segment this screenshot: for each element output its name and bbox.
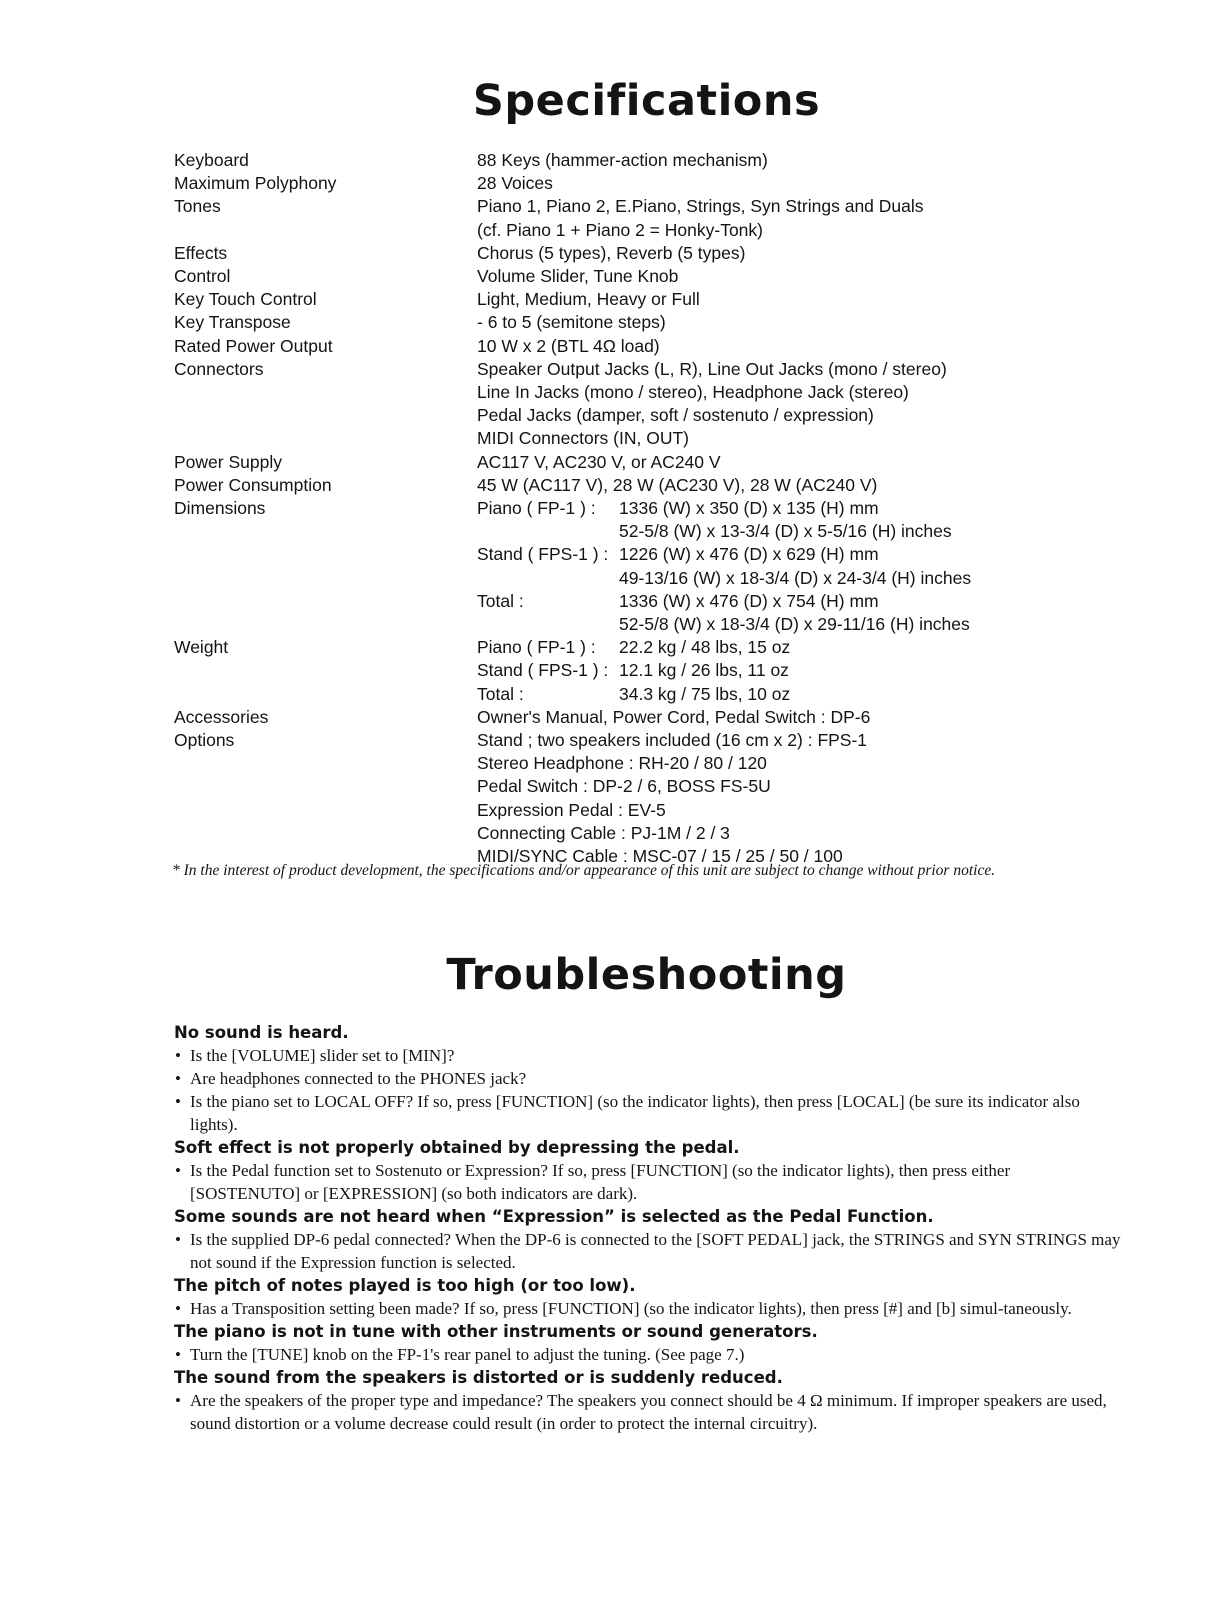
specifications-title: Specifications: [472, 76, 821, 126]
spec-row-effects: [174, 242, 1134, 265]
spec-row-connectors: [174, 358, 1134, 451]
spec-value: Volume Slider, Tune Knob: [477, 266, 679, 287]
spec-value: 12.1 kg / 26 lbs, 11 oz: [619, 660, 789, 681]
bullet-glyph: •: [175, 1161, 181, 1180]
spec-label: Dimensions: [174, 498, 266, 519]
spec-row-options: [174, 729, 1134, 868]
spec-value: Speaker Output Jacks (L, R), Line Out Jacks (mono / stereo): [477, 358, 947, 379]
ts-bullet-text: Are the speakers of the proper type and impedance? The speakers you connect should be 4 Ω minimum. If improper speakers are used, sound distortion or a volume decrease could result (in order to protect the internal circuitry).: [190, 1391, 1107, 1433]
bullet-glyph: •: [175, 1299, 181, 1318]
spec-value: AC117 V, AC230 V, or AC240 V: [477, 451, 721, 472]
spec-row-keyboard: [174, 149, 1134, 172]
bullet-glyph: •: [175, 1069, 181, 1088]
spec-label: Control: [174, 266, 231, 287]
spec-value: 52-5/8 (W) x 18-3/4 (D) x 29-11/16 (H) inches: [619, 614, 970, 635]
weight-total: [477, 683, 1134, 706]
ts-heading: The pitch of notes played is too high (or too low).: [174, 1276, 636, 1295]
spec-value: Stand ; two speakers included (16 cm x 2) : FPS-1: [477, 730, 868, 751]
spec-label: Weight: [174, 637, 229, 658]
spec-value: 10 W x 2 (BTL 4Ω load): [477, 335, 660, 356]
ts-bullet: [174, 1044, 1124, 1067]
ts-bullet: [174, 1389, 1124, 1435]
ts-bullet: [174, 1159, 1124, 1205]
spec-value: 22.2 kg / 48 lbs, 15 oz: [619, 637, 791, 658]
spec-value: Piano 1, Piano 2, E.Piano, Strings, Syn Strings and Duals: [477, 196, 924, 217]
ts-bullet: [174, 1090, 1124, 1136]
spec-label: Maximum Polyphony: [174, 173, 337, 194]
ts-heading: The piano is not in tune with other instruments or sound generators.: [174, 1322, 818, 1341]
dimension-piano: [477, 497, 1134, 543]
bullet-glyph: •: [175, 1391, 181, 1410]
spec-label: Keyboard: [174, 150, 249, 170]
spec-footnote: * In the interest of product development, the specifications and/or appearance of this unit are subject to change without prior notice.: [172, 862, 996, 879]
bullet-glyph: •: [175, 1230, 181, 1249]
spec-value: Pedal Jacks (damper, soft / sostenuto / expression): [477, 405, 874, 426]
ts-heading: Some sounds are not heard when “Expression” is selected as the Pedal Function.: [174, 1207, 934, 1226]
spec-label: Accessories: [174, 706, 269, 727]
spec-value: 1226 (W) x 476 (D) x 629 (H) mm: [619, 544, 879, 565]
sub-label: Piano ( FP-1 ) :: [477, 637, 596, 658]
spec-row-dimensions: [174, 497, 1134, 636]
spec-row-power-supply: [174, 451, 1134, 474]
spec-value: 34.3 kg / 75 lbs, 10 oz: [619, 683, 791, 704]
spec-label: Power Supply: [174, 451, 282, 472]
specifications-table: [174, 149, 1134, 868]
spec-label: Key Touch Control: [174, 289, 317, 310]
spec-row-key-touch: [174, 288, 1134, 311]
spec-value: Pedal Switch : DP-2 / 6, BOSS FS-5U: [477, 776, 771, 797]
spec-value: Owner's Manual, Power Cord, Pedal Switch : DP-6: [477, 706, 871, 727]
spec-label: Effects: [174, 242, 228, 263]
spec-label: Key Transpose: [174, 312, 291, 333]
spec-value: 52-5/8 (W) x 13-3/4 (D) x 5-5/16 (H) inches: [619, 521, 952, 542]
spec-value: 1336 (W) x 350 (D) x 135 (H) mm: [619, 498, 879, 519]
spec-value: - 6 to 5 (semitone steps): [477, 312, 666, 333]
bullet-glyph: •: [175, 1092, 181, 1111]
sub-label: Piano ( FP-1 ) :: [477, 498, 596, 519]
ts-bullet-text: Is the [VOLUME] slider set to [MIN]?: [190, 1046, 455, 1065]
spec-row-control: [174, 265, 1134, 288]
spec-label: Tones: [174, 196, 221, 217]
ts-bullet-text: Are headphones connected to the PHONES jack?: [190, 1069, 527, 1088]
ts-heading: The sound from the speakers is distorted or is suddenly reduced.: [174, 1368, 783, 1387]
spec-value: (cf. Piano 1 + Piano 2 = Honky-Tonk): [477, 219, 763, 240]
spec-value: Light, Medium, Heavy or Full: [477, 289, 700, 310]
ts-bullet-text: Turn the [TUNE] knob on the FP-1's rear panel to adjust the tuning. (See page 7.): [190, 1345, 745, 1364]
weight-piano: [477, 636, 1134, 659]
spec-value: 88 Keys (hammer-action mechanism): [477, 150, 768, 170]
troubleshooting-title: Troubleshooting: [446, 950, 847, 1000]
spec-value: Chorus (5 types), Reverb (5 types): [477, 242, 746, 263]
spec-value: 1336 (W) x 476 (D) x 754 (H) mm: [619, 590, 879, 611]
ts-heading: No sound is heard.: [174, 1023, 349, 1042]
bullet-glyph: •: [175, 1046, 181, 1065]
ts-bullet-text: Has a Transposition setting been made? If so, press [FUNCTION] (so the indicator lights), then press [#] and [b] simul-taneously.: [190, 1299, 1072, 1318]
ts-bullet-text: Is the piano set to LOCAL OFF? If so, press [FUNCTION] (so the indicator lights), then press [LOCAL] (be sure its indicator also lights).: [190, 1092, 1080, 1134]
spec-label: Options: [174, 730, 235, 751]
spec-row-power-output: [174, 335, 1134, 358]
ts-bullet: [174, 1343, 1124, 1366]
troubleshooting-list: [174, 1021, 1124, 1435]
sub-label: Stand ( FPS-1 ) :: [477, 660, 609, 681]
ts-bullet: [174, 1067, 1124, 1090]
bullet-glyph: •: [175, 1345, 181, 1364]
ts-bullet: [174, 1228, 1124, 1274]
spec-row-key-transpose: [174, 311, 1134, 334]
ts-bullet: [174, 1297, 1124, 1320]
weight-stand: [477, 659, 1134, 682]
spec-value: Line In Jacks (mono / stereo), Headphone Jack (stereo): [477, 382, 909, 403]
spec-label: Rated Power Output: [174, 335, 333, 356]
spec-row-weight: [174, 636, 1134, 706]
spec-value: Connecting Cable : PJ-1M / 2 / 3: [477, 822, 730, 843]
spec-row-polyphony: [174, 172, 1134, 195]
sub-label: Stand ( FPS-1 ) :: [477, 544, 609, 565]
spec-value: MIDI/SYNC Cable : MSC-07 / 15 / 25 / 50 / 100: [477, 846, 843, 867]
spec-row-power-consumption: [174, 474, 1134, 497]
spec-value: Expression Pedal : EV-5: [477, 799, 666, 820]
spec-label: Connectors: [174, 358, 264, 379]
spec-row-accessories: [174, 706, 1134, 729]
ts-bullet-text: Is the supplied DP-6 pedal connected? When the DP-6 is connected to the [SOFT PEDAL] jack, the STRINGS and SYN STRINGS may not sound if the Expression function is selected.: [190, 1230, 1121, 1272]
spec-value: MIDI Connectors (IN, OUT): [477, 428, 689, 449]
spec-row-tones: [174, 195, 1134, 241]
sub-label: Total :: [477, 683, 524, 704]
spec-label: Power Consumption: [174, 474, 332, 495]
dimension-total: [477, 590, 1134, 636]
spec-value: 28 Voices: [477, 173, 553, 194]
spec-value: 49-13/16 (W) x 18-3/4 (D) x 24-3/4 (H) inches: [619, 567, 972, 588]
spec-value: Stereo Headphone : RH-20 / 80 / 120: [477, 753, 767, 774]
sub-label: Total :: [477, 590, 524, 611]
ts-heading: Soft effect is not properly obtained by depressing the pedal.: [174, 1138, 740, 1157]
ts-bullet-text: Is the Pedal function set to Sostenuto or Expression? If so, press [FUNCTION] (so the indicator lights), then press either [SOSTENUTO] or [EXPRESSION] (so both indicators are dark).: [190, 1161, 1011, 1203]
dimension-stand: [477, 543, 1134, 589]
spec-value: 45 W (AC117 V), 28 W (AC230 V), 28 W (AC240 V): [477, 474, 878, 495]
